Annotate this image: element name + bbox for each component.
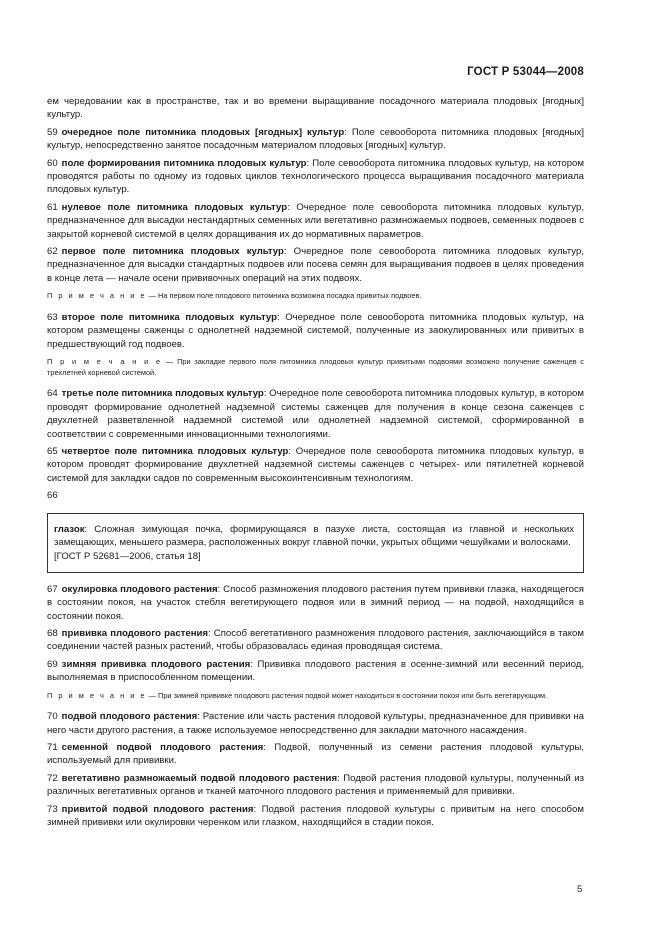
entry-number: 63 xyxy=(47,311,58,323)
entry-term: четвертое поле питомника плодовых культур xyxy=(61,445,289,457)
entry-number: 59 xyxy=(47,126,58,138)
boxed-text: : Сложная зимующая почка, формирующаяся в пазухе листа, состоящая из главной и нескольких замещающих, меньшего размера, расположенных вокруг главной почки, укрытых общими чешуйками и волосками. xyxy=(54,523,574,548)
entry-number: 62 xyxy=(47,246,58,258)
entry-term: семенной подвой плодового растения xyxy=(61,742,264,753)
entry-term: очередное поле питомника плодовых [ягодных] культур xyxy=(61,126,345,138)
entry-definition: : Очередное поле севооборота питомника плодовых культур, предназначенное для высадки нестандартных семенных или вегетативно размножаемых подвоев, семенных подвоев с закрытой корневой системой в целях доращивания их до нормативных параметров. xyxy=(47,201,584,240)
term-entry-66 xyxy=(47,489,584,502)
entry-number: 66 xyxy=(47,490,58,502)
term-entry-68 xyxy=(47,627,584,654)
boxed-definition xyxy=(54,523,574,550)
entry-definition: : Очередное поле севооборота питомника плодовых культур, на котором размещены саженцы с однолетней надземной системой, полученные из заокулированных или привитых в предшествующий год подвоев. xyxy=(47,311,585,350)
term-entry-63 xyxy=(47,311,584,351)
term-entry-60 xyxy=(47,157,584,197)
entry-term: прививка плодового растения xyxy=(61,627,208,639)
entry-definition: : Очередное поле севооборота питомника плодовых культур, предназначенное для высадки стандартных подвоев или посева семян для выращивания подвоев в целях проведения в конце лета — начале осени прививочных операций на этих подвоях. xyxy=(47,246,584,284)
entry-number: 70 xyxy=(47,711,58,723)
note-label: П р и м е ч а н и е xyxy=(47,291,147,301)
entry-term: вегетативно размножаемый подвой плодового растения xyxy=(61,772,338,784)
entry-term: привитой подвой плодового растения xyxy=(61,803,254,815)
entry-term: подвой плодового растения xyxy=(61,711,198,723)
entry-definition: : Подвой растения плодовой культуры с привитым на него способом зимней прививки или окулировки черенком или глазком, находящийся в стадии покоя. xyxy=(47,803,584,829)
entry-number: 72 xyxy=(47,772,58,784)
term-entry-64 xyxy=(47,387,584,441)
entry-definition: : Прививка плодового растения в осенне-зимний или весенний период, выполняемая в приспособленном помещении. xyxy=(47,658,585,684)
entry-term: окулировка плодового растения xyxy=(61,583,218,595)
referenced-term-box xyxy=(47,513,584,573)
document-body xyxy=(47,95,584,833)
entry-definition: : Способ вегетативного размножения плодового растения, заключающийся в таком соединении частей разных растений, чтобы образовалась единая проводящая система. xyxy=(47,627,584,653)
document-code: ГОСТ Р 53044—2008 xyxy=(467,66,584,78)
note-text: — При зимней прививке плодового растения подвой может находиться в состоянии покоя или быть вегетирующим. xyxy=(146,690,548,700)
entry-number: 73 xyxy=(47,803,58,815)
boxed-term: глазок xyxy=(54,523,85,535)
term-entry-71 xyxy=(47,741,584,768)
note-text: — При закладке первого поля питомника плодовых культур привитыми подвоями возможно получение саженцев с трехлетней корневой системой. xyxy=(47,357,584,377)
term-entry-59 xyxy=(47,126,584,153)
entry-definition: : Подвой растения плодовой культуры, полученный из различных вегетативных органов и тканей маточного плодового растения и применяемый для прививки. xyxy=(47,772,584,798)
term-entry-61 xyxy=(47,201,584,241)
note-text: — На первом поле плодового питомника возможна посадка привитых подвоев. xyxy=(146,291,422,301)
entry-definition: : Очередное поле севооборота питомника плодовых культур, в котором проводят формирование однолетней надземной системы саженцев для получения в конце сезона саженцев с двухлетней разветвленной надземной системой или однолетней надземной системой, сформированной в соответствии с современными инновационными технологиями. xyxy=(47,388,584,440)
entry-term: зимняя прививка плодового растения xyxy=(61,658,251,670)
note-62 xyxy=(47,291,584,302)
term-entry-72 xyxy=(47,772,584,799)
entry-term: второе поле питомника плодовых культур xyxy=(61,311,277,323)
entry-number: 60 xyxy=(47,157,58,169)
entry-definition: : Поле севооборота питомника плодовых [ягодных] культур, непосредственно занятое посадочным материалом плодовых [ягодных] культур. xyxy=(47,126,584,152)
entry-term: нулевое поле питомника плодовых культур xyxy=(61,201,288,213)
entry-term: третье поле питомника плодовых культур xyxy=(61,388,264,400)
entry-number: 61 xyxy=(47,201,58,213)
note-label: П р и м е ч а н и е xyxy=(47,690,147,700)
entry-number: 64 xyxy=(47,388,58,400)
term-entry-62 xyxy=(47,245,584,285)
entry-number: 67 xyxy=(47,583,58,595)
term-entry-73 xyxy=(47,803,584,830)
term-entry-65 xyxy=(47,445,584,485)
note-63 xyxy=(47,357,584,378)
term-entry-69 xyxy=(47,658,584,685)
note-label: П р и м е ч а н и е xyxy=(47,357,163,367)
entry-term: поле формирования питомника плодовых культур xyxy=(61,157,307,169)
entry-number: 68 xyxy=(47,627,58,639)
entry-definition: : Поле севооборота питомника плодовых культур, на котором проводятся работы по одному из годовых циклов технологического процесса выращивания посадочного материала плодовых культур. xyxy=(47,157,584,196)
entry-definition: : Подвой, полученный из семени растения плодовой культуры, используемый для прививки. xyxy=(47,742,585,767)
term-entry-67 xyxy=(47,583,584,623)
term-entry-70 xyxy=(47,710,584,737)
note-69 xyxy=(47,691,584,702)
entry-definition: : Очередное поле севооборота питомника плодовых культур, в котором проводят формирование двухлетней надземной системы саженцев с четырех- или пятилетней корневой системой для закладки садов по современным высокоинтенсивным технологиям. xyxy=(47,445,584,484)
entry-definition: : Способ размножения плодового растения путем прививки глазка, находящегося в состоянии покоя, на участок стебля вегетирующего подвоя или в зимний период — на подвой, находящийся в состоянии покоя. xyxy=(47,583,584,622)
boxed-reference: [ГОСТ Р 52681—2006, статья 18] xyxy=(54,551,201,563)
entry-term: первое поле питомника плодовых культур xyxy=(61,246,284,258)
entry-number: 69 xyxy=(47,658,58,670)
entry-number: 71 xyxy=(47,742,58,753)
page-number: 5 xyxy=(577,884,583,895)
entry-definition: : Растение или часть растения плодовой культуры, предназначенное для прививки на него части другого растения, а также используемое непосредственно для закладки маточного насаждения. xyxy=(47,711,584,736)
entry-number: 65 xyxy=(47,445,58,457)
intro-paragraph: ем чередовании как в пространстве, так и во времени выращивание посадочного материала плодовых [ягодных] культур. xyxy=(47,96,584,121)
